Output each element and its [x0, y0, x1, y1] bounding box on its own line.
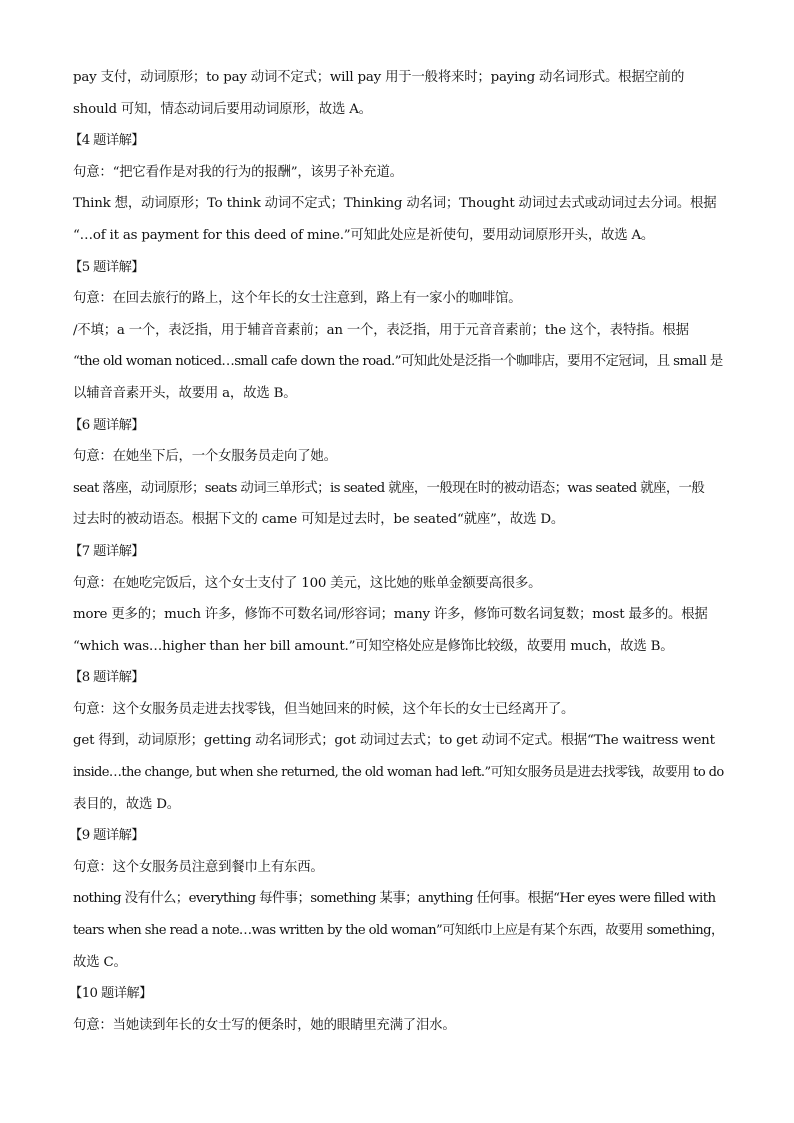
text-line: get 得到，动词原形；getting 动名词形式；got 动词过去式；to get 动词不定式。根据“The waitress went	[73, 733, 715, 749]
text-line: 过去时的被动语态。根据下文的 came 可知是过去时，be seated“就座”，故选 D。	[73, 512, 565, 528]
text-line: 句意：在回去旅行的路上，这个年长的女士注意到，路上有一家小的咖啡馆。	[73, 291, 522, 307]
text-line: 表目的，故选 D。	[73, 796, 180, 812]
text-line: should 可知，情态动词后要用动词原形，故选 A。	[73, 101, 372, 117]
section-heading: 【5 题详解】	[69, 259, 144, 275]
section-heading: 【10 题详解】	[69, 986, 152, 1002]
section-heading: 【7 题详解】	[69, 543, 144, 559]
text-line: inside…the change, but when she returned, the old woman had left.”可知女服务员是进去找零钱，故要用 to do	[73, 765, 724, 781]
text-line: 句意：“把它看作是对我的行为的报酬”，该男子补充道。	[73, 164, 403, 180]
text-line: 以辅音音素开头，故要用 a，故选 B。	[73, 385, 297, 401]
section-heading: 【9 题详解】	[69, 828, 144, 844]
text-line: “…of it as payment for this deed of mine.”可知此处应是祈使句，要用动词原形开头，故选 A。	[73, 227, 655, 243]
text-line: “which was…higher than her bill amount.”可知空格处应是修饰比较级，故要用 much，故选 B。	[73, 638, 674, 654]
text-line: pay 支付，动词原形；to pay 动词不定式；will pay 用于一般将来时；paying 动名词形式。根据空前的	[73, 70, 685, 85]
text-line: /不填；a 一个，表泛指，用于辅音音素前；an 一个，表泛指，用于元音音素前；the 这个，表特指。根据	[73, 322, 689, 338]
text-line: 句意：当她读到年长的女士写的便条时，她的眼睛里充满了泪水。	[73, 1017, 456, 1033]
text-line: Think 想，动词原形；To think 动词不定式；Thinking 动名词；Thought 动词过去式或动词过去分词。根据	[73, 196, 717, 212]
text-line: “the old woman noticed…small cafe down the road.”可知此处是泛指一个咖啡店，要用不定冠词，且 small 是	[73, 354, 723, 370]
section-heading: 【4 题详解】	[69, 133, 144, 149]
section-heading: 【6 题详解】	[69, 417, 144, 433]
text-line: 句意：在她吃完饭后，这个女士支付了 100 美元，这比她的账单金额要高很多。	[73, 575, 542, 591]
text-line: 故选 C。	[73, 954, 127, 970]
text-line: nothing 没有什么；everything 每件事；something 某事；anything 任何事。根据“Her eyes were filled with	[73, 891, 716, 907]
text-line: more 更多的；much 许多，修饰不可数名词/形容词；many 许多，修饰可数名词复数；most 最多的。根据	[73, 607, 708, 623]
text-line: seat 落座，动词原形；seats 动词三单形式；is seated 就座，一般现在时的被动语态；was seated 就座，一般	[73, 480, 705, 496]
text-line: 句意：在她坐下后，一个女服务员走向了她。	[73, 449, 337, 465]
text-line: 句意：这个女服务员走进去找零钱，但当她回来的时候，这个年长的女士已经离开了。	[73, 701, 575, 717]
document-page	[69, 62, 725, 1041]
text-line: tears when she read a note…was written by the old woman”可知纸巾上应是有某个东西，故要用 something，	[73, 923, 724, 939]
text-line: 句意：这个女服务员注意到餐巾上有东西。	[73, 859, 324, 875]
section-heading: 【8 题详解】	[69, 670, 144, 686]
